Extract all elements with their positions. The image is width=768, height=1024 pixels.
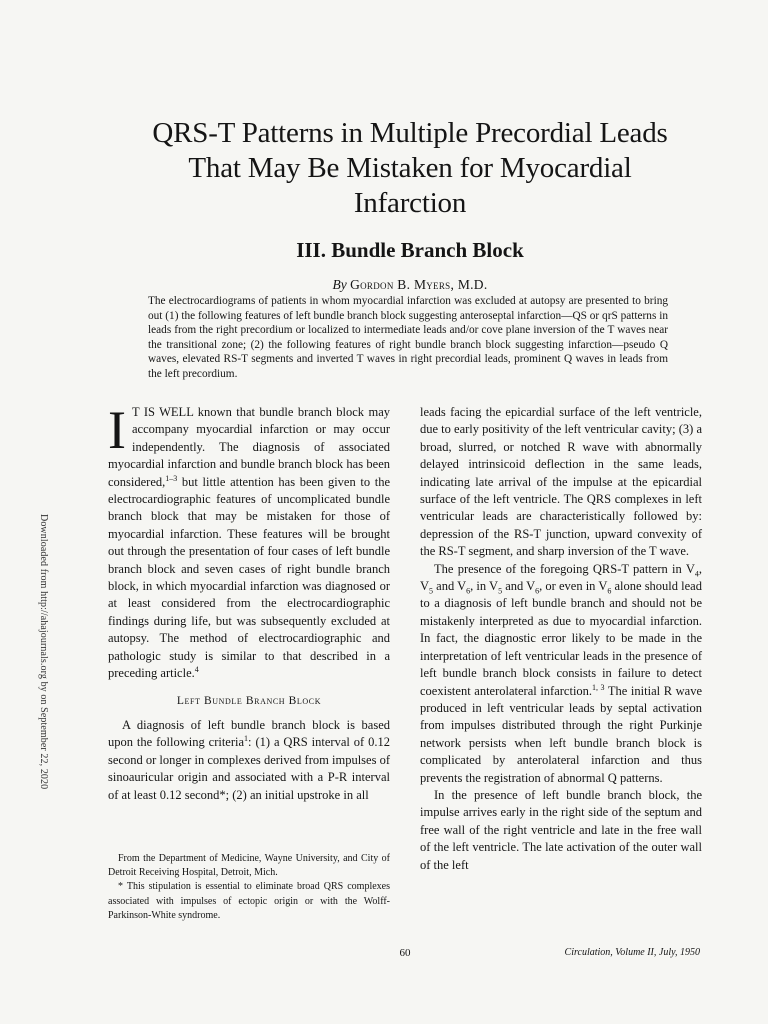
p2-text-f: , or even in V — [539, 579, 608, 594]
intro-text-rest: but little attention has been given to the electrocardiographic features of uncomplicated bundle branch block that may be mistaken for those of myocardial infarction. These features will be brought out through the presentation of four cases of left bundle branch block and seven cases of right bundle branch block, in which myocardial infarction was diagnosed or at least considered from the electrocardiographic findings during life, but was subsequently excluded at autopsy. The method of electrocardiographic and pathologic study is similar to that described in a preceding article. — [108, 474, 390, 681]
byline — [60, 277, 760, 293]
sub-v4: 4 — [694, 569, 699, 579]
byline-by: By — [332, 277, 347, 292]
right-paragraph-3: In the presence of left bundle branch block, the impulse arrives early in the right side of the septum and free wall of the right ventricle and late in the free wall of the left ventricle. The late activation of the outer wall of the left — [420, 787, 702, 872]
criteria-paragraph — [108, 717, 390, 804]
title-block — [60, 116, 760, 293]
p2-text-g: alone should lead to a diagnosis of left bundle branch and should not be mistakenly interpreted as due to myocardial infarction. In fact, the diagnostic error likely to be made in the interpretation of left ventricular leads in the presence of left bundle branch block consists in failure to detect coexistent anterolateral infarction. — [420, 579, 702, 698]
download-watermark: Downloaded from http://ahajournals.org by on September 22, 2020 — [38, 514, 49, 790]
section-heading: Left Bundle Branch Block — [176, 694, 322, 707]
title-line-3: Infarction — [353, 187, 467, 219]
star-footnote: * This stipulation is essential to eliminate broad QRS complexes associated with impulses of ectopic origin or with the Wolff-Parkinson-White syndrome. — [108, 881, 390, 921]
p2-text-d: , in V — [470, 579, 499, 594]
ref-1-3: 1–3 — [165, 473, 178, 483]
subtitle: III. Bundle Branch Block — [296, 238, 524, 262]
sub-v6: 6 — [466, 586, 471, 596]
right-paragraph-1: leads facing the epicardial surface of the left ventricle, due to early positivity of the left ventricular cavity; (3) a broad, slurred, or notched R wave with abnormally delayed intrinsicoid deflection in the same leads, indicating late arrival of the impulse at the epicardial surface of the left ventricle. The QRS complexes in left ventricular leads are characteristically followed by: depression of the RS-T junction, upward convexity of the RS-T segment, and sharp inversion of the T wave. — [420, 405, 702, 559]
criteria-text: A diagnosis of left bundle branch block is based upon the following criteria — [108, 717, 390, 750]
right-column — [420, 404, 702, 874]
p2-text-h: The initial R wave produced in left ventricular leads by septal activation from impulses distributed through the right Purkinje network persists when left bundle branch block is complicated by anterolateral infarction and thus prevents the registration of abnormal Q patterns. — [420, 683, 702, 785]
p2-text-a: The presence of the foregoing QRS-T pattern in V — [434, 561, 695, 576]
abstract: The electrocardiograms of patients in whom myocardial infarction was excluded at autopsy are presented to bring out (1) the following features of left bundle branch block suggesting anteroseptal infarction—QS or qrS patterns in leads from the right precordium or localized to intermediate leads and/or cove plane inversion of the T waves near the transitional zone; (2) the following features of right bundle branch block suggesting infarction—pseudo Q waves, elevated RS-T segments and inverted T waves in right precordial leads, prominent Q waves in leads from the left precordium. — [148, 295, 668, 380]
ref-1: 1 — [244, 734, 249, 744]
sub-v6-b: 6 — [535, 586, 540, 596]
drop-cap: I — [108, 400, 126, 460]
page-number: 60 — [399, 947, 411, 959]
p2-text-b: , V — [420, 561, 702, 594]
journal-citation: Circulation, Volume II, July, 1950 — [564, 947, 700, 958]
intro-paragraph — [108, 400, 390, 683]
footnotes — [108, 852, 390, 923]
author-name: Gordon B. Myers, M.D. — [350, 277, 488, 292]
sub-v5: 5 — [429, 586, 434, 596]
p2-text-c: and V — [433, 579, 467, 594]
title-line-2: That May Be Mistaken for Myocardial — [188, 152, 632, 184]
p2-text-e: and V — [502, 579, 536, 594]
sub-v5-b: 5 — [498, 586, 503, 596]
ref-4: 4 — [194, 664, 199, 674]
ref-1-3-b: 1, 3 — [592, 682, 605, 692]
sub-v6-c: 6 — [607, 586, 612, 596]
title-line-1: QRS-T Patterns in Multiple Precordial Leads — [152, 117, 668, 149]
intro-text: T IS WELL known that bundle branch block may accompany myocardial infarction or may occur independently. The diagnosis of associated myocardial infarction and bundle branch block has been considered, — [108, 405, 390, 489]
criteria-text-rest: : (1) a QRS interval of 0.12 second or longer in complexes derived from impulses of sinoauricular origin and associated with a P-R interval of at least 0.12 second*; (2) an initial upstroke in all — [108, 735, 390, 802]
affiliation-footnote: From the Department of Medicine, Wayne University, and City of Detroit Receiving Hospital, Detroit, Mich. — [108, 853, 390, 879]
right-paragraph-2 — [420, 561, 702, 787]
left-column — [108, 400, 390, 804]
